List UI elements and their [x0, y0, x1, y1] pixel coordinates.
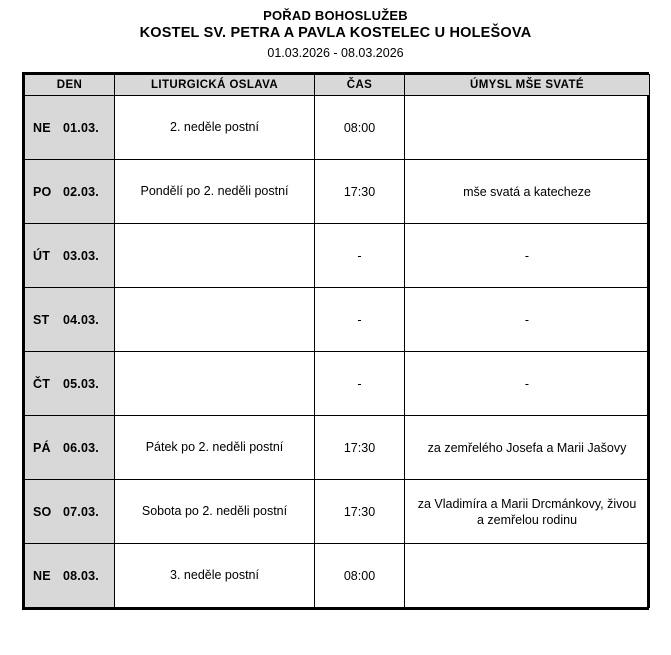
- column-header-celebration: LITURGICKÁ OSLAVA: [115, 75, 315, 96]
- cell-date: 05.03.: [63, 376, 99, 391]
- page-subtitle: KOSTEL SV. PETRA A PAVLA KOSTELEC U HOLEŠOVA: [139, 25, 532, 41]
- cell-day-of-week: SO: [33, 504, 52, 519]
- cell-intention: za Vladimíra a Marii Drcmánkovy, živou a zemřelou rodinu: [405, 480, 650, 544]
- cell-time: -: [315, 352, 405, 416]
- cell-intention: za zemřelého Josefa a Marii Jašovy: [405, 416, 650, 480]
- cell-day-of-week: NE: [33, 568, 51, 583]
- cell-celebration: [115, 288, 315, 352]
- cell-date: 03.03.: [63, 248, 99, 263]
- table-row: [25, 288, 650, 352]
- table-header-row: [25, 75, 650, 96]
- cell-time: -: [315, 224, 405, 288]
- cell-day-of-week: PÁ: [33, 440, 51, 455]
- column-header-intention: ÚMYSL MŠE SVATÉ: [405, 75, 650, 96]
- cell-day-of-week: ČT: [33, 376, 51, 391]
- cell-celebration: 3. neděle postní: [115, 544, 315, 608]
- table-row: [25, 224, 650, 288]
- cell-date: 04.03.: [63, 312, 99, 327]
- table-row: [25, 96, 650, 160]
- cell-date: 02.03.: [63, 184, 99, 199]
- table-row: [25, 416, 650, 480]
- cell-day: [25, 160, 115, 224]
- cell-time: 17:30: [315, 480, 405, 544]
- cell-day: [25, 224, 115, 288]
- table-row: [25, 480, 650, 544]
- cell-intention: -: [405, 224, 650, 288]
- cell-celebration: Pondělí po 2. neděli postní: [115, 160, 315, 224]
- cell-celebration: [115, 352, 315, 416]
- cell-date: 07.03.: [63, 504, 99, 519]
- cell-day-of-week: NE: [33, 120, 51, 135]
- cell-day-of-week: ÚT: [33, 248, 51, 263]
- cell-celebration: Sobota po 2. neděli postní: [115, 480, 315, 544]
- page-title: POŘAD BOHOSLUŽEB: [263, 8, 408, 23]
- cell-day: [25, 416, 115, 480]
- cell-day: [25, 352, 115, 416]
- column-header-day: DEN: [25, 75, 115, 96]
- schedule-table-wrapper: [22, 72, 649, 610]
- cell-time: 17:30: [315, 416, 405, 480]
- table-row: [25, 544, 650, 608]
- schedule-table: [24, 74, 650, 608]
- cell-date: 01.03.: [63, 120, 99, 135]
- cell-date: 08.03.: [63, 568, 99, 583]
- cell-time: -: [315, 288, 405, 352]
- date-range: 01.03.2026 - 08.03.2026: [267, 46, 404, 60]
- cell-celebration: [115, 224, 315, 288]
- cell-intention: [405, 544, 650, 608]
- cell-day: [25, 96, 115, 160]
- table-row: [25, 352, 650, 416]
- cell-celebration: Pátek po 2. neděli postní: [115, 416, 315, 480]
- cell-day: [25, 544, 115, 608]
- document-header: [0, 0, 671, 62]
- cell-time: 17:30: [315, 160, 405, 224]
- table-row: [25, 160, 650, 224]
- cell-day-of-week: PO: [33, 184, 52, 199]
- cell-intention: [405, 96, 650, 160]
- cell-day-of-week: ST: [33, 312, 50, 327]
- cell-intention: -: [405, 352, 650, 416]
- cell-day: [25, 288, 115, 352]
- cell-intention: -: [405, 288, 650, 352]
- cell-time: 08:00: [315, 96, 405, 160]
- cell-date: 06.03.: [63, 440, 99, 455]
- cell-celebration: 2. neděle postní: [115, 96, 315, 160]
- cell-intention: mše svatá a katecheze: [405, 160, 650, 224]
- column-header-time: ČAS: [315, 75, 405, 96]
- cell-time: 08:00: [315, 544, 405, 608]
- cell-day: [25, 480, 115, 544]
